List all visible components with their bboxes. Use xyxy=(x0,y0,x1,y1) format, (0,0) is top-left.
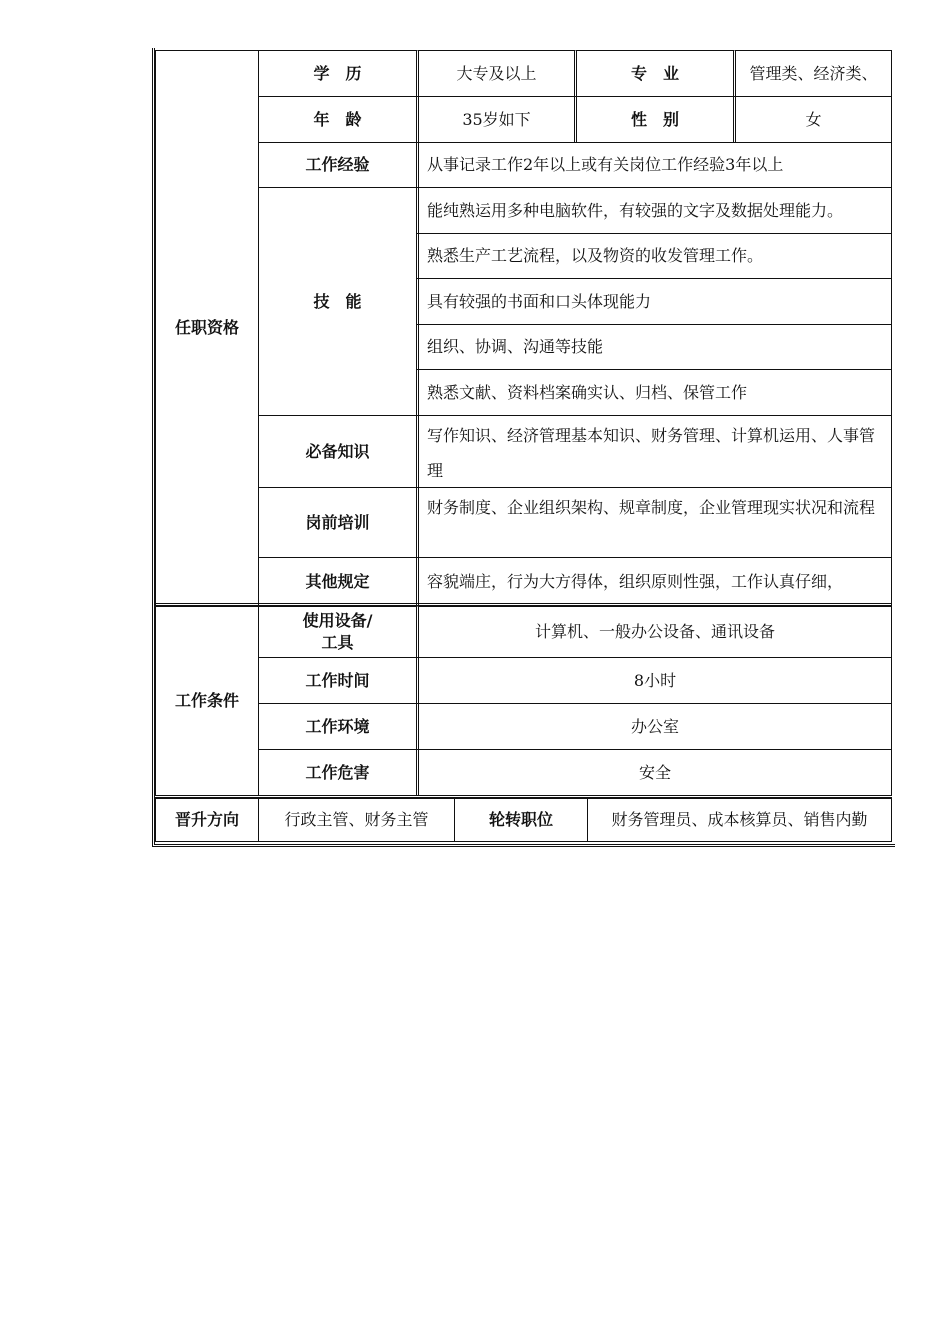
promotion-value: 行政主管、财务主管 xyxy=(258,798,455,842)
skill-item: 熟悉生产工艺流程，以及物资的收发管理工作。 xyxy=(416,233,892,279)
training-value: 财务制度、企业组织架构、规章制度，企业管理现实状况和流程 xyxy=(416,487,892,558)
rotation-value: 财务管理员、成本核算员、销售内勤 xyxy=(587,798,892,842)
gender-label: 性 别 xyxy=(576,96,736,143)
hazard-value: 安全 xyxy=(416,749,892,796)
skill-item: 具有较强的书面和口头体现能力 xyxy=(416,278,892,325)
other-value: 容貌端庄，行为大方得体，组织原则性强，工作认真仔细， xyxy=(416,557,892,606)
education-value: 大专及以上 xyxy=(416,50,577,97)
hours-value: 8小时 xyxy=(416,657,892,704)
conditions-section-label: 工作条件 xyxy=(155,606,259,796)
environment-label: 工作环境 xyxy=(258,703,417,750)
qualifications-section-label: 任职资格 xyxy=(155,50,259,606)
training-label: 岗前培训 xyxy=(258,487,417,558)
skill-item: 能纯熟运用多种电脑软件，有较强的文字及数据处理能力。 xyxy=(416,187,892,234)
skills-label: 技 能 xyxy=(258,187,417,416)
equipment-value: 计算机、一般办公设备、通讯设备 xyxy=(416,606,892,658)
skill-item: 熟悉文献、资料档案确实认、归档、保管工作 xyxy=(416,369,892,416)
hazard-label: 工作危害 xyxy=(258,749,417,796)
age-value: 35岁如下 xyxy=(416,96,577,143)
experience-label: 工作经验 xyxy=(258,142,417,188)
equipment-label: 使用设备/工具 xyxy=(258,606,417,658)
other-label: 其他规定 xyxy=(258,557,417,606)
rotation-label: 轮转职位 xyxy=(454,798,588,842)
major-value: 管理类、经济类、 xyxy=(735,50,892,97)
promotion-label: 晋升方向 xyxy=(155,798,259,842)
skill-item: 组织、协调、沟通等技能 xyxy=(416,324,892,370)
gender-value: 女 xyxy=(735,96,892,143)
knowledge-value: 写作知识、经济管理基本知识、财务管理、计算机运用、人事管理 xyxy=(416,415,892,488)
knowledge-label: 必备知识 xyxy=(258,415,417,488)
major-label: 专 业 xyxy=(576,50,736,97)
environment-value: 办公室 xyxy=(416,703,892,750)
age-label: 年 龄 xyxy=(258,96,417,143)
experience-value: 从事记录工作2年以上或有关岗位工作经验3年以上 xyxy=(416,142,892,188)
hours-label: 工作时间 xyxy=(258,657,417,704)
education-label: 学 历 xyxy=(258,50,417,97)
